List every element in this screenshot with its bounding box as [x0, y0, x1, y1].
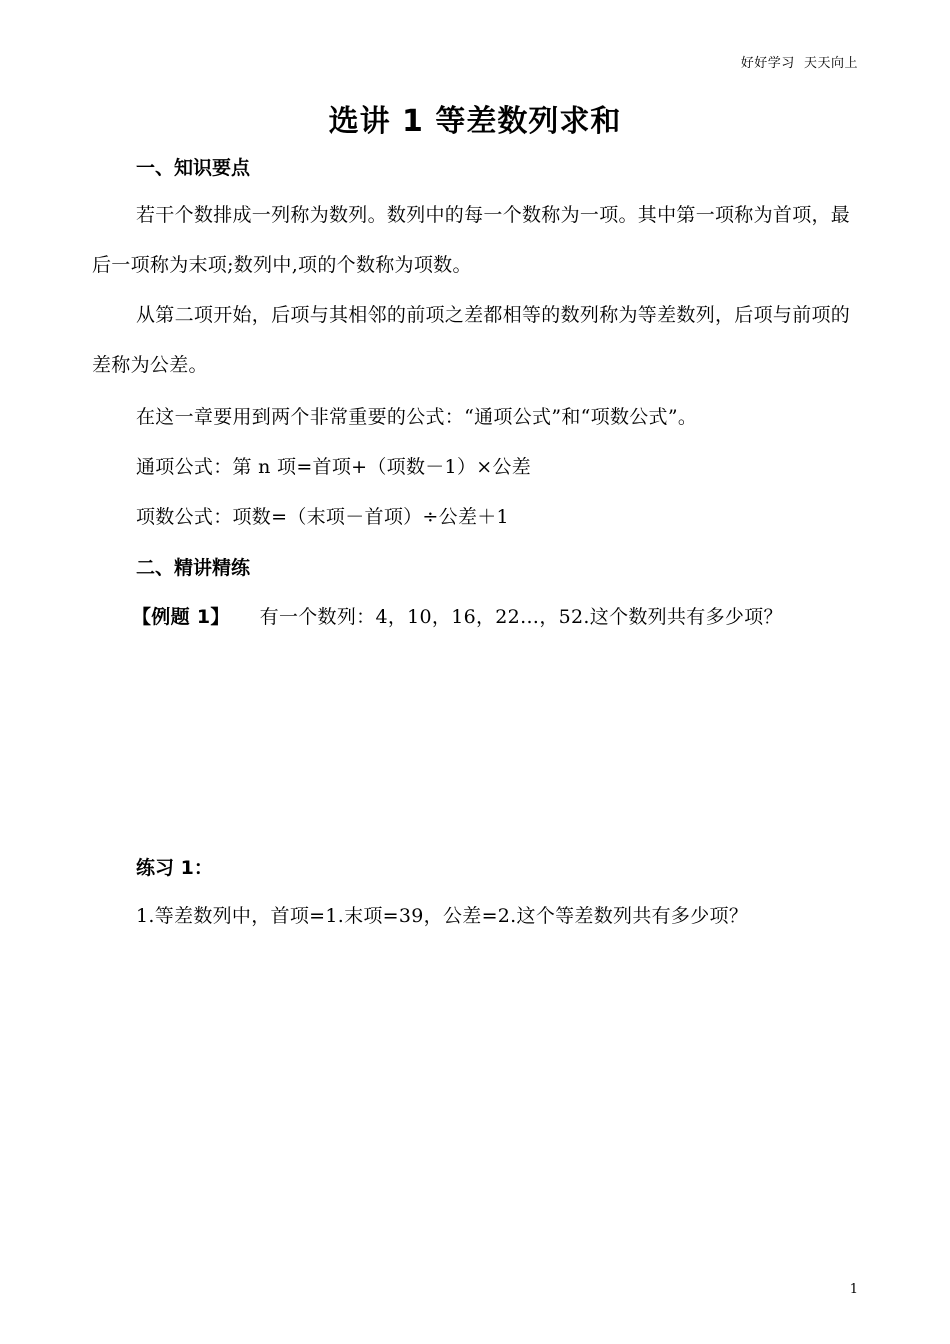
- page-number: 1: [849, 1282, 858, 1297]
- example-1: [132, 602, 783, 629]
- page-title: 选讲 1 等差数列求和: [328, 104, 622, 139]
- practice-1-item-1: 1.等差数列中，首项=1.末项=39，公差=2.这个等差数列共有多少项？: [136, 905, 749, 927]
- page-header-motto: 好好学习 天天向上: [740, 56, 858, 71]
- section-heading-knowledge-points: 一、知识要点: [136, 157, 251, 179]
- example-1-text: 有一个数列：4，10，16，22…，52.这个数列共有多少项？: [259, 606, 783, 628]
- paragraph-arithmetic-sequence-definition: 从第二项开始，后项与其相邻的前项之差都相等的数列称为等差数列，后项与前项的差称为公差。: [92, 304, 851, 376]
- formula-general-term: 通项公式：第 n 项=首项+（项数－1）×公差: [136, 456, 532, 478]
- section-heading-practice: 二、精讲精练: [136, 557, 251, 579]
- formula-intro-text: 在这一章要用到两个非常重要的公式：“通项公式”和“项数公式”。: [136, 406, 698, 428]
- paragraph-sequence-definition: 若干个数排成一列称为数列。数列中的每一个数称为一项。其中第一项称为首项，最后一项称为末项;数列中,项的个数称为项数。: [92, 204, 851, 276]
- formula-term-count: 项数公式：项数=（末项－首项）÷公差＋1: [136, 506, 509, 528]
- example-1-label: 【例题 1】: [132, 606, 230, 628]
- practice-1-heading: 练习 1：: [136, 857, 213, 879]
